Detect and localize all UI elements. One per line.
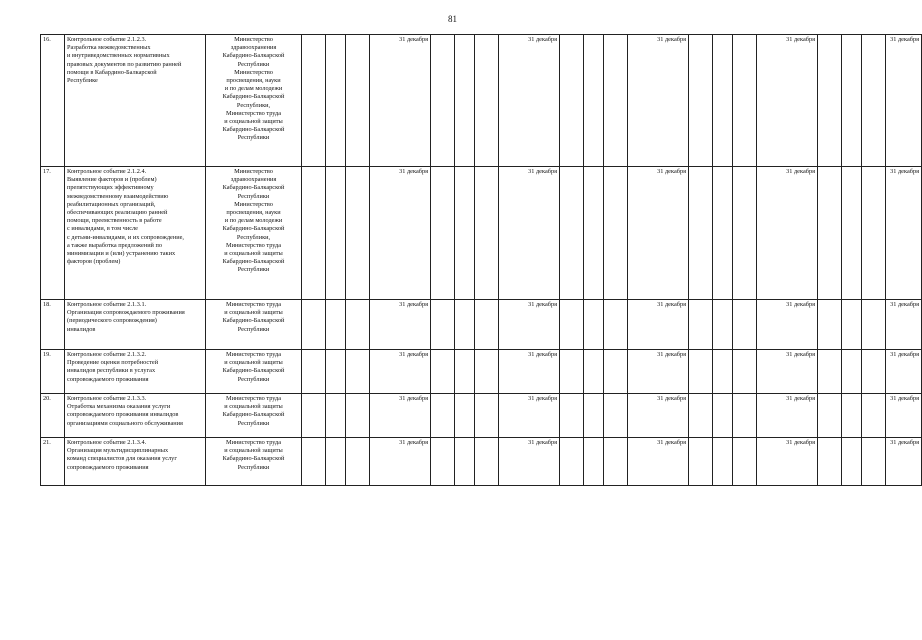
empty-cell — [302, 167, 326, 300]
text-line: команд специалистов для оказания услуг — [67, 455, 177, 463]
text-line: Контрольное событие 2.1.3.1. — [67, 301, 147, 308]
empty-cell — [713, 300, 733, 350]
text-line: Министерство — [234, 36, 273, 43]
text-line: Министерство — [234, 68, 273, 76]
text-line: Республики, — [236, 233, 271, 241]
deadline-date: 31 декабря — [628, 167, 689, 300]
empty-cell — [604, 350, 628, 394]
empty-cell — [818, 167, 842, 300]
deadline-date: 31 декабря — [499, 35, 560, 167]
deadline-date: 31 декабря — [370, 438, 431, 486]
empty-cell — [604, 438, 628, 486]
empty-cell — [346, 167, 370, 300]
text-line: межведомственному взаимодействию — [67, 192, 169, 200]
empty-cell — [560, 35, 584, 167]
text-line: правовых документов по развитию ранней — [67, 60, 182, 68]
empty-cell — [689, 167, 713, 300]
empty-cell — [560, 300, 584, 350]
text-line: обеспечивающих реализацию ранней — [67, 209, 168, 217]
text-line: минимизации и (или) устранению таких — [67, 250, 176, 258]
empty-cell — [584, 167, 604, 300]
text-line: просвещения, науки — [226, 209, 281, 217]
responsible-executor — [206, 350, 302, 394]
empty-cell — [584, 300, 604, 350]
event-description — [65, 350, 206, 394]
empty-cell — [326, 438, 346, 486]
event-description — [65, 438, 206, 486]
text-line: и внутриведомственных нормативных — [67, 52, 170, 60]
deadline-date: 31 декабря — [628, 394, 689, 438]
empty-cell — [689, 300, 713, 350]
text-line: Контрольное событие 2.1.2.3. — [67, 36, 147, 43]
deadline-date: 31 декабря — [886, 167, 922, 300]
text-line: Разработка межведомственных — [67, 44, 151, 52]
empty-cell — [431, 300, 455, 350]
table-row — [41, 167, 922, 300]
deadline-date: 31 декабря — [886, 438, 922, 486]
text-line: Министерство труда — [225, 241, 282, 249]
text-line: Республики — [237, 419, 270, 427]
table-row — [41, 394, 922, 438]
deadline-date: 31 декабря — [370, 350, 431, 394]
row-number: 17. — [41, 167, 65, 300]
text-line: Кабардино-Балкарской — [222, 411, 285, 419]
text-line: и социальной защиты — [224, 403, 283, 411]
empty-cell — [842, 167, 862, 300]
deadline-date: 31 декабря — [886, 300, 922, 350]
text-line: с детьми-инвалидами, и их сопровождение, — [67, 233, 184, 241]
text-line: Министерство труда — [225, 439, 282, 446]
empty-cell — [326, 35, 346, 167]
empty-cell — [689, 394, 713, 438]
responsible-executor — [206, 300, 302, 350]
table-row — [41, 350, 922, 394]
empty-cell — [733, 350, 757, 394]
text-line: здравоохранения — [230, 176, 277, 184]
text-line: Республики — [237, 463, 270, 471]
empty-cell — [455, 167, 475, 300]
text-line: Республики — [237, 325, 270, 333]
empty-cell — [604, 300, 628, 350]
text-line: Контрольное событие 2.1.3.3. — [67, 395, 147, 402]
text-line: Министерство труда — [225, 351, 282, 358]
empty-cell — [475, 438, 499, 486]
event-description — [65, 300, 206, 350]
text-line: Контрольное событие 2.1.2.4. — [67, 168, 147, 175]
text-line: Республики — [237, 60, 270, 68]
text-line: Кабардино-Балкарской — [222, 184, 285, 192]
empty-cell — [862, 167, 886, 300]
event-description — [65, 394, 206, 438]
deadline-date: 31 декабря — [757, 394, 818, 438]
empty-cell — [818, 394, 842, 438]
deadline-date: 31 декабря — [370, 300, 431, 350]
empty-cell — [584, 350, 604, 394]
responsible-executor — [206, 167, 302, 300]
empty-cell — [584, 394, 604, 438]
text-line: с инвалидами, в том числе — [67, 225, 138, 233]
empty-cell — [560, 167, 584, 300]
empty-cell — [862, 350, 886, 394]
empty-cell — [475, 35, 499, 167]
deadline-date: 31 декабря — [370, 167, 431, 300]
text-line: Отработка механизма оказания услуги — [67, 403, 171, 411]
text-line: Организация сопровождаемого проживания — [67, 309, 185, 317]
empty-cell — [326, 300, 346, 350]
deadline-date: 31 декабря — [886, 35, 922, 167]
text-line: и социальной защиты — [224, 447, 283, 455]
empty-cell — [733, 35, 757, 167]
deadline-date: 31 декабря — [370, 394, 431, 438]
deadline-date: 31 декабря — [499, 300, 560, 350]
text-line: Выявление факторов и (проблем) — [67, 176, 157, 184]
text-line: сопровождаемого проживания — [67, 463, 149, 471]
deadline-date: 31 декабря — [628, 300, 689, 350]
text-line: Контрольное событие 2.1.3.4. — [67, 439, 147, 446]
text-line: Кабардино-Балкарской — [222, 225, 285, 233]
empty-cell — [733, 167, 757, 300]
empty-cell — [560, 438, 584, 486]
text-line: Министерство — [234, 200, 273, 208]
empty-cell — [455, 438, 475, 486]
text-line: факторов (проблем) — [67, 258, 121, 266]
text-line: Министерство труда — [225, 301, 282, 308]
empty-cell — [713, 350, 733, 394]
empty-cell — [346, 35, 370, 167]
responsible-executor — [206, 394, 302, 438]
text-line: помощи, преемственность в работе — [67, 217, 162, 225]
empty-cell — [431, 438, 455, 486]
empty-cell — [689, 35, 713, 167]
text-line: Кабардино-Балкарской — [222, 317, 285, 325]
empty-cell — [302, 300, 326, 350]
deadline-date: 31 декабря — [886, 394, 922, 438]
page-number: 81 — [448, 14, 457, 24]
text-line: инвалидов республики в услугах — [67, 367, 156, 375]
empty-cell — [431, 35, 455, 167]
empty-cell — [560, 394, 584, 438]
text-line: и социальной защиты — [224, 118, 283, 126]
empty-cell — [326, 167, 346, 300]
empty-cell — [733, 300, 757, 350]
text-line: Республики — [237, 134, 270, 142]
row-number: 16. — [41, 35, 65, 167]
text-line: просвещения, науки — [226, 77, 281, 85]
text-line: препятствующих эффективному — [67, 184, 154, 192]
empty-cell — [475, 350, 499, 394]
deadline-date: 31 декабря — [628, 35, 689, 167]
empty-cell — [431, 394, 455, 438]
empty-cell — [842, 438, 862, 486]
empty-cell — [862, 300, 886, 350]
text-line: Республики, — [236, 101, 271, 109]
empty-cell — [475, 300, 499, 350]
responsible-executor — [206, 438, 302, 486]
empty-cell — [818, 300, 842, 350]
text-line: Республики — [237, 266, 270, 274]
deadline-date: 31 декабря — [499, 350, 560, 394]
text-line: реабилитационных организаций, — [67, 200, 156, 208]
empty-cell — [302, 394, 326, 438]
text-line: Кабардино-Балкарской — [222, 93, 285, 101]
deadline-date: 31 декабря — [628, 438, 689, 486]
empty-cell — [733, 438, 757, 486]
empty-cell — [455, 394, 475, 438]
row-number: 19. — [41, 350, 65, 394]
empty-cell — [302, 35, 326, 167]
text-line: и социальной защиты — [224, 250, 283, 258]
empty-cell — [455, 35, 475, 167]
deadline-date: 31 декабря — [886, 350, 922, 394]
empty-cell — [818, 350, 842, 394]
empty-cell — [431, 167, 455, 300]
event-description — [65, 167, 206, 300]
empty-cell — [302, 438, 326, 486]
text-line: Республике — [67, 77, 98, 85]
empty-cell — [713, 438, 733, 486]
empty-cell — [842, 300, 862, 350]
empty-cell — [455, 300, 475, 350]
row-number: 20. — [41, 394, 65, 438]
text-line: Организация мультидисциплинарных — [67, 447, 169, 455]
text-line: (периодического сопровождения) — [67, 317, 157, 325]
empty-cell — [475, 394, 499, 438]
table-row — [41, 35, 922, 167]
empty-cell — [713, 35, 733, 167]
empty-cell — [604, 35, 628, 167]
table-row — [41, 438, 922, 486]
empty-cell — [689, 350, 713, 394]
empty-cell — [862, 438, 886, 486]
deadline-date: 31 декабря — [757, 300, 818, 350]
empty-cell — [346, 438, 370, 486]
empty-cell — [842, 35, 862, 167]
empty-cell — [862, 394, 886, 438]
empty-cell — [455, 350, 475, 394]
deadline-date: 31 декабря — [370, 35, 431, 167]
deadline-date: 31 декабря — [757, 438, 818, 486]
text-line: помощи в Кабардино-Балкарской — [67, 68, 157, 76]
empty-cell — [842, 350, 862, 394]
empty-cell — [584, 438, 604, 486]
empty-cell — [733, 394, 757, 438]
text-line: Кабардино-Балкарской — [222, 52, 285, 60]
text-line: инвалидов — [67, 325, 96, 333]
text-line: и социальной защиты — [224, 309, 283, 317]
text-line: и социальной защиты — [224, 359, 283, 367]
empty-cell — [818, 438, 842, 486]
text-line: и по делам молодежи — [224, 85, 283, 93]
deadline-date: 31 декабря — [757, 350, 818, 394]
empty-cell — [689, 438, 713, 486]
empty-cell — [346, 394, 370, 438]
empty-cell — [584, 35, 604, 167]
deadline-date: 31 декабря — [499, 438, 560, 486]
text-line: Министерство труда — [225, 395, 282, 402]
empty-cell — [346, 300, 370, 350]
empty-cell — [713, 167, 733, 300]
text-line: Министерство — [234, 168, 273, 175]
text-line: Кабардино-Балкарской — [222, 126, 285, 134]
text-line: Республики — [237, 192, 270, 200]
text-line: а также выработка предложений по — [67, 241, 163, 249]
event-description — [65, 35, 206, 167]
empty-cell — [346, 350, 370, 394]
text-line: Кабардино-Балкарской — [222, 367, 285, 375]
empty-cell — [431, 350, 455, 394]
empty-cell — [475, 167, 499, 300]
text-line: сопровождаемого проживания — [67, 375, 149, 383]
empty-cell — [818, 35, 842, 167]
empty-cell — [560, 350, 584, 394]
empty-cell — [326, 350, 346, 394]
empty-cell — [842, 394, 862, 438]
text-line: Министерство труда — [225, 109, 282, 117]
empty-cell — [302, 350, 326, 394]
text-line: Кабардино-Балкарской — [222, 455, 285, 463]
text-line: Республики — [237, 375, 270, 383]
empty-cell — [713, 394, 733, 438]
responsible-executor — [206, 35, 302, 167]
empty-cell — [862, 35, 886, 167]
text-line: Контрольное событие 2.1.3.2. — [67, 351, 147, 358]
deadline-date: 31 декабря — [757, 35, 818, 167]
table-row — [41, 300, 922, 350]
text-line: Кабардино-Балкарской — [222, 258, 285, 266]
deadline-date: 31 декабря — [628, 350, 689, 394]
empty-cell — [604, 394, 628, 438]
text-line: здравоохранения — [230, 44, 277, 52]
text-line: и по делам молодежи — [224, 217, 283, 225]
deadline-date: 31 декабря — [499, 394, 560, 438]
row-number: 18. — [41, 300, 65, 350]
deadline-date: 31 декабря — [499, 167, 560, 300]
empty-cell — [326, 394, 346, 438]
row-number: 21. — [41, 438, 65, 486]
text-line: Проведение оценки потребностей — [67, 359, 159, 367]
text-line: организациями социального обслуживания — [67, 419, 183, 427]
control-events-table — [40, 34, 922, 486]
empty-cell — [604, 167, 628, 300]
text-line: сопровождаемого проживания инвалидов — [67, 411, 179, 419]
deadline-date: 31 декабря — [757, 167, 818, 300]
